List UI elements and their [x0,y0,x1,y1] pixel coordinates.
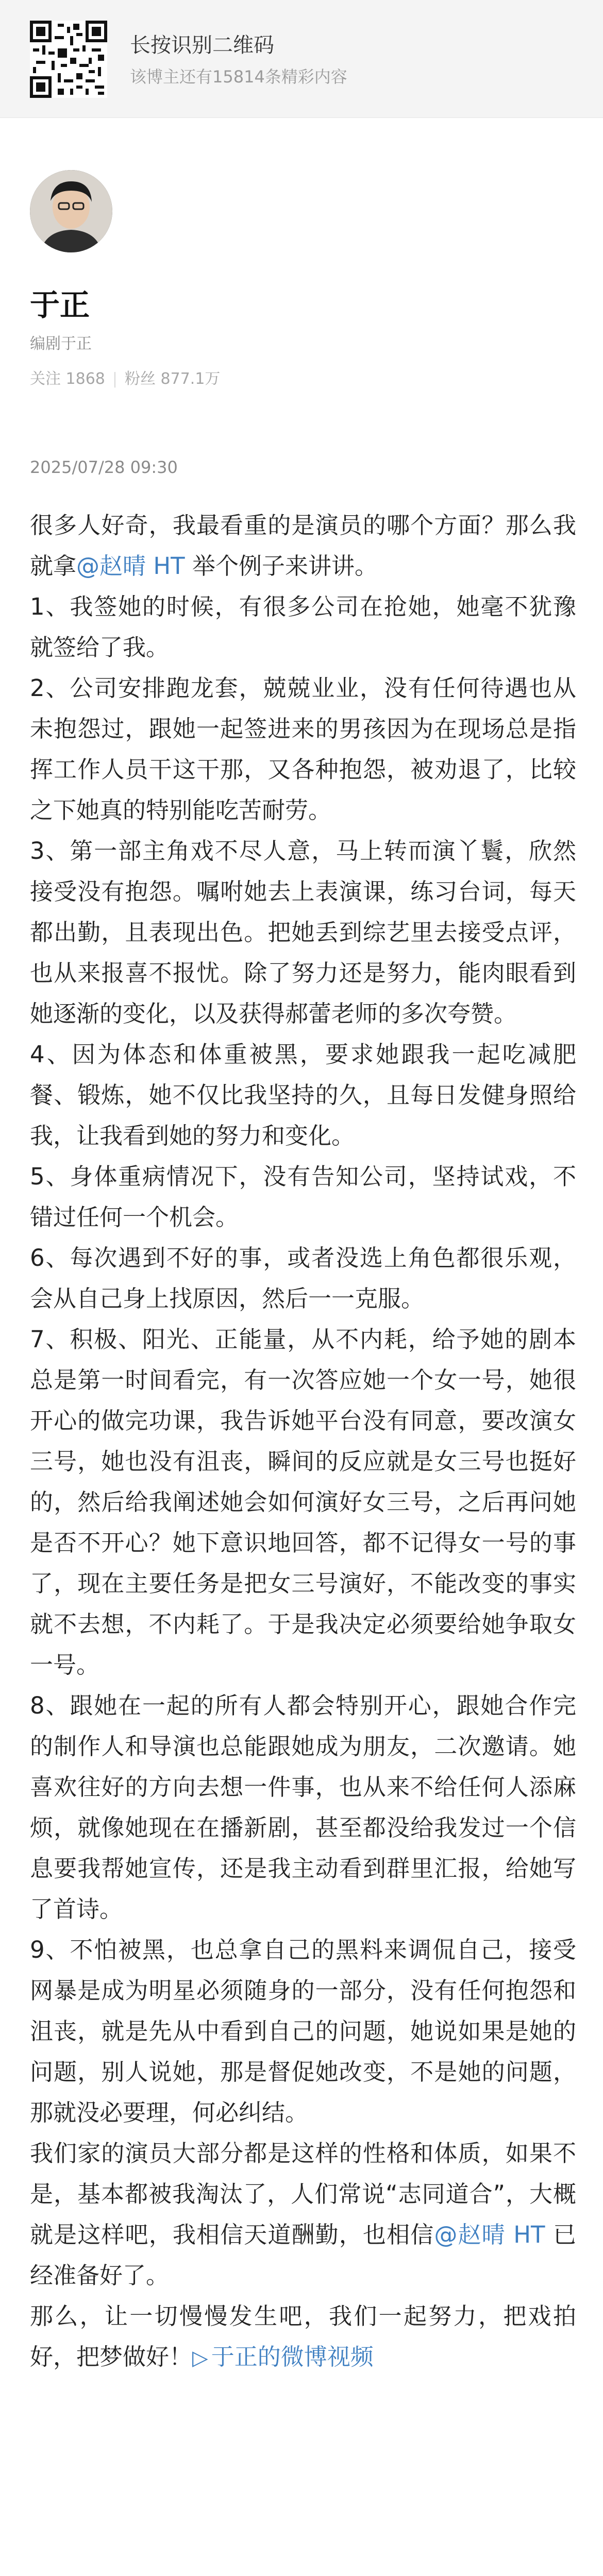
avatar[interactable] [30,170,112,252]
post-point: 3、第一部主角戏不尽人意，马上转而演丫鬟，欣然接受没有抱怨。嘱咐她去上表演课，练习台词，每天都出勤，且表现出色。把她丢到综艺里去接受点评，也从来报喜不报忧。除了努力还是努力，能肉眼看到她逐渐的变化，以及获得郝蕾老师的多次夸赞。 [30,837,576,1027]
post-point: 6、每次遇到不好的事，或者没选上角色都很乐观，会从自己身上找原因，然后一一克服。 [30,1244,576,1312]
author-role: 编剧于正 [30,335,92,353]
qr-code-icon[interactable] [30,21,107,98]
post-final: 那么，让一切慢慢发生吧，我们一起努力，把戏拍好，把梦做好！▷ 于正的微博视频 [30,2302,576,2370]
post-time: 2025/07/28 09:30 [30,457,178,477]
post-body [30,505,576,2379]
author-stats: 关注 1868 | 粉丝 877.1万 [30,370,221,388]
mention-link[interactable]: @赵晴 HT [76,552,185,580]
banner-subtitle: 该博主还有15814条精彩内容 [130,67,347,87]
fans-count: 粉丝 877.1万 [125,370,221,388]
post-closing: 我们家的演员大部分都是这样的性格和体质，如果不是，基本都被我淘汰了，人们常说“志同道合”，大概就是这样吧，我相信天道酬勤，也相信@赵晴 HT 已经准备好了。 [30,2140,576,2289]
banner-title: 长按识别二维码 [130,33,274,57]
post-point: 5、身体重病情况下，没有告知公司，坚持试戏，不错过任何一个机会。 [30,1163,576,1231]
post-point: 2、公司安排跑龙套，兢兢业业，没有任何待遇也从未抱怨过，跟她一起签进来的男孩因为在现场总是指挥工作人员干这干那，又各种抱怨，被劝退了，比较之下她真的特别能吃苦耐劳。 [30,674,576,824]
post-point: 8、跟她在一起的所有人都会特别开心，跟她合作完的制作人和导演也总能跟她成为朋友，二次邀请。她喜欢往好的方向去想一件事，也从来不给任何人添麻烦，就像她现在在播新剧，甚至都没给我发过一个信息要我帮她宣传，还是我主动看到群里汇报，给她写了首诗。 [30,1692,576,1923]
post-point: 9、不怕被黑，也总拿自己的黑料来调侃自己，接受网暴是成为明星必须随身的一部分，没有任何抱怨和沮丧，就是先从中看到自己的问题，她说如果是她的问题，别人说她，那是督促她改变，不是她的问题，那就没必要理，何必纠结。 [30,1936,576,2126]
play-icon: ▷ [192,2346,208,2370]
post-point: 7、积极、阳光、正能量，从不内耗，给予她的剧本总是第一时间看完，有一次答应她一个女一号，她很开心的做完功课，我告诉她平台没有同意，要改演女三号，她也没有沮丧，瞬间的反应就是女三号也挺好的，然后给我阐述她会如何演好女三号，之后再问她是否不开心？她下意识地回答，都不记得女一号的事了，现在主要任务是把女三号演好，不能改变的事实就不去想，不内耗了。于是我决定必须要给她争取女一号。 [30,1326,576,1679]
post-intro: 很多人好奇，我最看重的是演员的哪个方面？那么我就拿@赵晴 HT 举个例子来讲讲。 [30,512,576,580]
author-name[interactable]: 于正 [30,287,90,323]
post-point: 1、我签她的时候，有很多公司在抢她，她毫不犹豫就签给了我。 [30,593,576,661]
top-banner [0,0,603,118]
video-link[interactable]: ▷ 于正的微博视频 [192,2343,374,2370]
mention-link[interactable]: @赵晴 HT [434,2221,545,2248]
follow-count: 关注 1868 [30,370,105,388]
post-point: 4、因为体态和体重被黑，要求她跟我一起吃减肥餐、锻炼，她不仅比我坚持的久，且每日发健身照给我，让我看到她的努力和变化。 [30,1041,576,1149]
